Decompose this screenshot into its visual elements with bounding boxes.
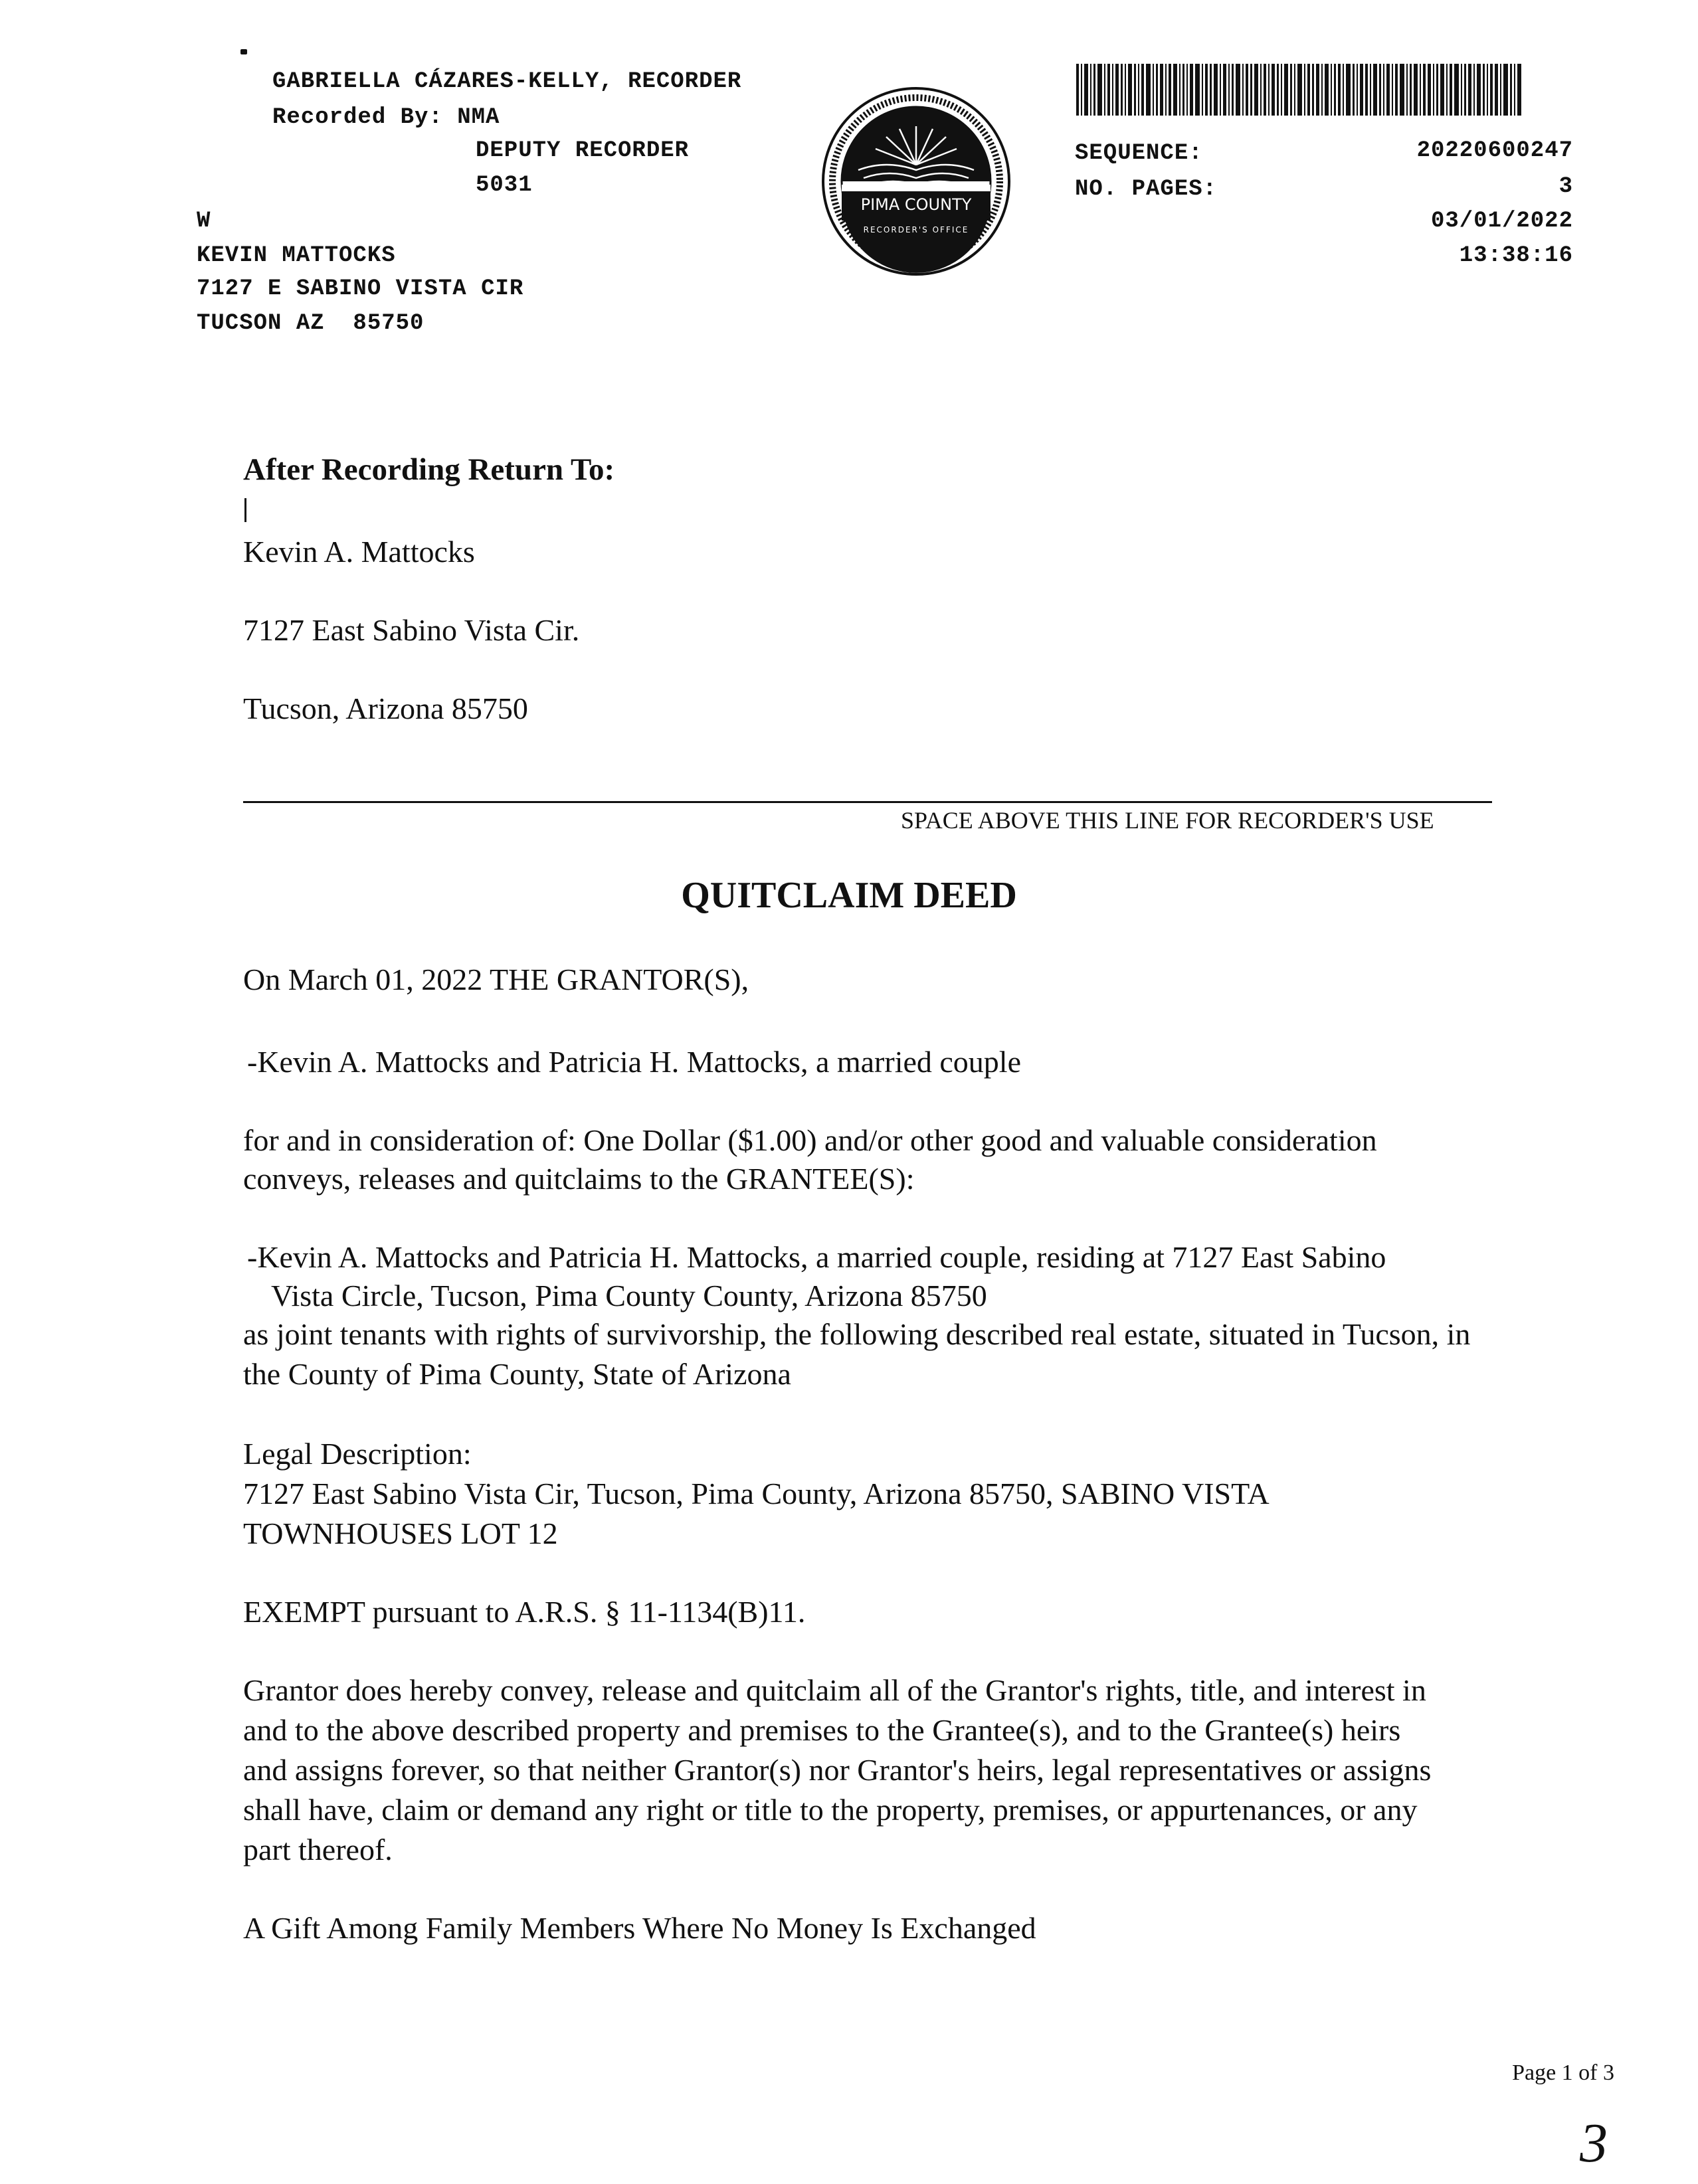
sequence-value: 20220600247	[1416, 138, 1573, 163]
deputy-code: 5031	[476, 173, 533, 198]
grant-clause-line-4: shall have, claim or demand any right or title to the property, premises, or appurtenances, or any	[243, 1793, 1418, 1827]
tenancy-line-2: the County of Pima County, State of Arizona	[243, 1357, 791, 1391]
exemption: EXEMPT pursuant to A.R.S. § 11-1134(B)11.	[243, 1595, 806, 1629]
consideration-line-2: conveys, releases and quitclaims to the GRANTEE(S):	[243, 1162, 915, 1196]
grantees-line-2: Vista Circle, Tucson, Pima County County, Arizona 85750	[271, 1279, 987, 1313]
return-name: Kevin A. Mattocks	[243, 535, 475, 569]
recorder-space-note: SPACE ABOVE THIS LINE FOR RECORDER'S USE	[901, 807, 1434, 834]
return-heading: After Recording Return To:	[243, 452, 615, 487]
recorder-space-line	[243, 801, 1492, 803]
return-city: Tucson, Arizona 85750	[243, 691, 528, 725]
grant-clause-line-1: Grantor does hereby convey, release and quitclaim all of the Grantor's rights, title, and interest in	[243, 1673, 1426, 1707]
grantees-line-1: -Kevin A. Mattocks and Patricia H. Mattocks, a married couple, residing at 7127 East Sabino	[247, 1240, 1386, 1274]
grant-clause-line-2: and to the above described property and premises to the Grantee(s), and to the Grantee(s) heirs	[243, 1713, 1401, 1747]
recorder-name: GABRIELLA CÁZARES-KELLY, RECORDER	[272, 69, 742, 94]
consideration-line-1: for and in consideration of: One Dollar ($1.00) and/or other good and valuable consideration	[243, 1123, 1377, 1157]
legal-heading: Legal Description:	[243, 1437, 472, 1471]
page-number: Page 1 of 3	[1512, 2060, 1614, 2085]
text-cursor-mark	[244, 498, 246, 522]
seal-label: PIMA COUNTY	[860, 195, 972, 214]
return-street: 7127 East Sabino Vista Cir.	[243, 613, 580, 647]
record-date: 03/01/2022	[1430, 209, 1573, 234]
document-barcode	[1076, 64, 1527, 116]
seal-sublabel: RECORDER'S OFFICE	[863, 225, 969, 234]
legal-line-1: 7127 East Sabino Vista Cir, Tucson, Pima County, Arizona 85750, SABINO VISTA	[243, 1477, 1270, 1510]
mail-to-name: KEVIN MATTOCKS	[197, 243, 396, 268]
grant-clause-line-5: part thereof.	[243, 1833, 393, 1866]
recorded-by: Recorded By: NMA	[272, 105, 500, 130]
gift-note: A Gift Among Family Members Where No Money Is Exchanged	[243, 1911, 1036, 1945]
handwritten-page-mark: 3	[1580, 2112, 1608, 2174]
w-mark: W	[197, 209, 211, 234]
deputy-recorder: DEPUTY RECORDER	[476, 138, 690, 163]
stray-mark	[240, 49, 247, 54]
deed-title: QUITCLAIM DEED	[681, 875, 1017, 916]
record-time: 13:38:16	[1459, 243, 1573, 268]
deed-opening: On March 01, 2022 THE GRANTOR(S),	[243, 962, 749, 996]
pages-label: NO. PAGES:	[1075, 177, 1218, 202]
tenancy-line-1: as joint tenants with rights of survivorship, the following described real estate, situated in Tucson, in	[243, 1317, 1471, 1351]
pages-value: 3	[1558, 174, 1573, 199]
legal-line-2: TOWNHOUSES LOT 12	[243, 1516, 558, 1550]
sequence-label: SEQUENCE:	[1075, 141, 1203, 166]
mail-to-city: TUCSON AZ 85750	[197, 311, 424, 336]
grantors: -Kevin A. Mattocks and Patricia H. Mattocks, a married couple	[247, 1045, 1022, 1079]
mail-to-street: 7127 E SABINO VISTA CIR	[197, 276, 524, 302]
pima-county-seal	[820, 85, 1012, 278]
grant-clause-line-3: and assigns forever, so that neither Grantor(s) nor Grantor's heirs, legal representatives or assigns	[243, 1753, 1432, 1787]
